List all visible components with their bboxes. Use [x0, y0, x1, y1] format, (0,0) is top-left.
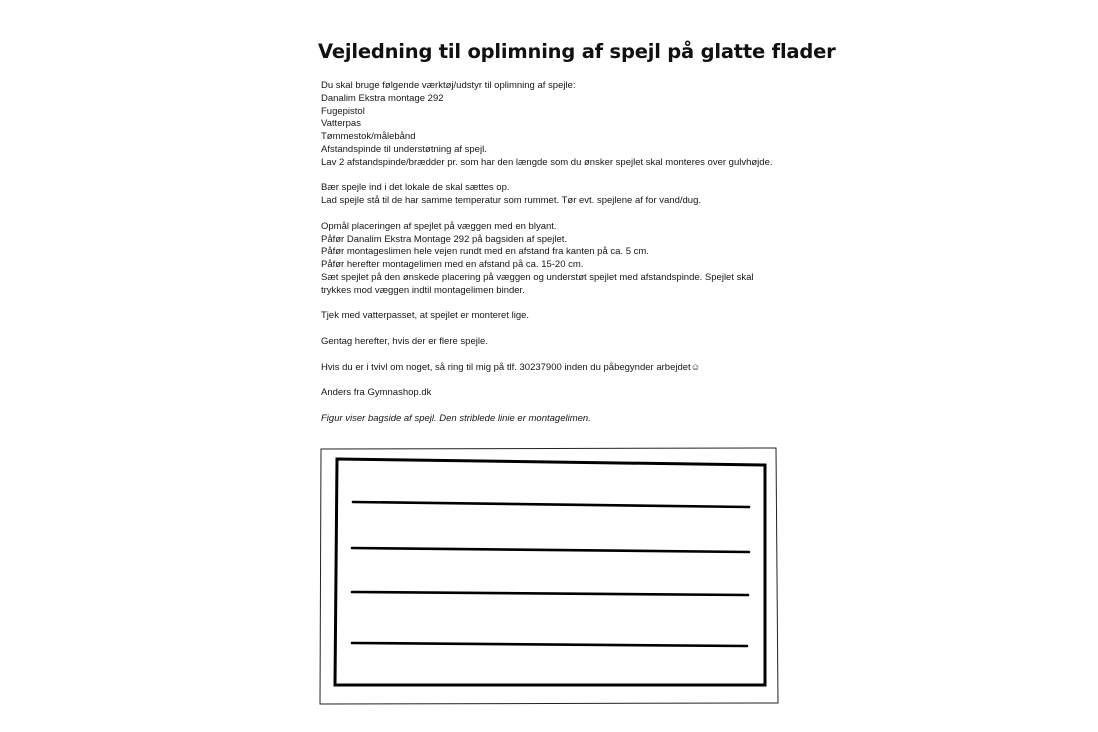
contact-text: Hvis du er i tvivl om noget, så ring til mig på tlf. 30237900 inden du påbegynder arbejdet☺ [321, 361, 701, 373]
steps-section [321, 221, 791, 298]
tool-item: Vatterpas [321, 118, 361, 130]
prep-line: Bær spejle ind i det lokale de skal sættes op. [321, 182, 510, 194]
tool-item: Fugepistol [321, 105, 365, 117]
prep-section [321, 182, 791, 208]
step-line: Påfør herefter montagelimen med en afstand på ca. 15-20 cm. [321, 259, 584, 271]
tools-lead: Du skal bruge følgende værktøj/udstyr til oplimning af spejle: [321, 80, 576, 91]
mirror-outer-border [320, 448, 778, 704]
step-line: Opmål placeringen af spejlet på væggen med en blyant. [321, 220, 557, 232]
step-line: Påfør Danalim Ekstra Montage 292 på bagsiden af spejlet. [321, 233, 568, 245]
tools-section [321, 80, 791, 170]
step-line: Sæt spejlet på den ønskede placering på væggen og understøt spejlet med afstandspinde. Spejlet skal [321, 271, 754, 283]
mirror-inner-border [335, 459, 765, 685]
document-title: Vejledning til oplimning af spejl på glatte flader [318, 40, 836, 63]
spacer-note: Lav 2 afstandspinde/brædder pr. som har den længde som du ønsker spejlet skal monteres over gulvhøjde. [321, 156, 773, 168]
tool-item: Danalim Ekstra montage 292 [321, 92, 444, 104]
adhesive-line [352, 643, 747, 646]
tool-item: Afstandspinde til understøtning af spejl. [321, 143, 487, 155]
repeat-text: Gentag herefter, hvis der er flere spejle. [321, 335, 488, 347]
adhesive-line [352, 548, 749, 552]
figure-caption: Figur viser bagside af spejl. Den striblede linie er montagelimen. [321, 412, 591, 424]
step-line: trykkes mod væggen indtil montagelimen binder. [321, 284, 525, 296]
tool-item: Tømmestok/målebånd [321, 131, 416, 143]
adhesive-line [352, 592, 748, 595]
step-line: Påfør montageslimen hele vejen rundt med en afstand fra kanten på ca. 5 cm. [321, 246, 649, 258]
prep-line: Lad spejle stå til de har samme temperatur som rummet. Tør evt. spejlene af for vand/dug. [321, 195, 701, 207]
check-text: Tjek med vatterpasset, at spejlet er monteret lige. [321, 310, 530, 322]
signature: Anders fra Gymnashop.dk [321, 387, 432, 399]
adhesive-line [353, 502, 749, 507]
instructions-body [321, 80, 791, 438]
